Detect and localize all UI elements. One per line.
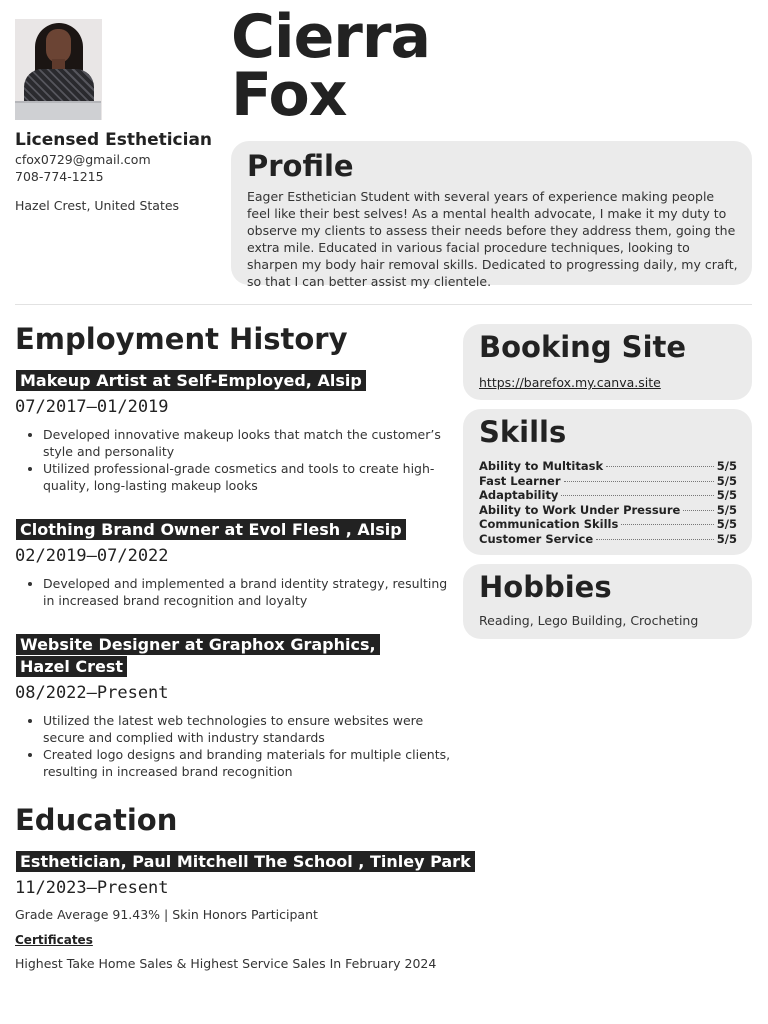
education-details: Grade Average 91.43% | Skin Honors Participant bbox=[15, 907, 318, 922]
skill-name: Ability to Work Under Pressure bbox=[479, 502, 681, 517]
candidate-name bbox=[231, 2, 430, 130]
booking-link[interactable]: https://barefox.my.canva.site bbox=[479, 375, 661, 390]
skill-level: 5/5 bbox=[716, 459, 737, 473]
job-bullets bbox=[15, 426, 453, 494]
skill-name: Customer Service bbox=[479, 531, 594, 546]
hobbies-title: Hobbies bbox=[479, 570, 612, 604]
skill-level: 5/5 bbox=[716, 531, 737, 546]
phone[interactable]: 708-774-1215 bbox=[15, 169, 104, 184]
skill-level: 5/5 bbox=[716, 517, 737, 532]
booking-title: Booking Site bbox=[479, 330, 687, 364]
job-title: Licensed Esthetician bbox=[15, 130, 213, 150]
education-title: Education bbox=[15, 803, 178, 837]
skill-name: Fast Learner bbox=[479, 473, 561, 488]
education-heading bbox=[16, 851, 475, 873]
list-item: • Created logo designs and branding materials for multiple clients, resulting in increased brand recognition bbox=[43, 746, 453, 780]
skill-name: Ability to Multitask bbox=[479, 459, 604, 473]
education-heading-text: Esthetician, Paul Mitchell The School , Tinley Park bbox=[16, 851, 475, 872]
skills-list bbox=[479, 459, 737, 547]
job-dates: 07/2017—01/2019 bbox=[15, 397, 169, 417]
skill-name: Adaptability bbox=[479, 488, 559, 503]
job-heading bbox=[16, 519, 406, 541]
hobbies-section bbox=[463, 564, 752, 639]
job-heading-text: Website Designer at Graphox Graphics, Hazel Crest bbox=[16, 634, 380, 677]
list-item bbox=[479, 459, 737, 474]
divider bbox=[15, 304, 752, 305]
booking-section bbox=[463, 324, 752, 400]
job-heading bbox=[16, 370, 366, 392]
list-item bbox=[479, 503, 737, 518]
hobbies-text: Reading, Lego Building, Crocheting bbox=[479, 613, 699, 628]
job-heading-text: Clothing Brand Owner at Evol Flesh , Alsip bbox=[16, 519, 406, 540]
list-item: • Developed and implemented a brand identity strategy, resulting in increased brand recognition and loyalty bbox=[43, 575, 453, 609]
location: Hazel Crest, United States bbox=[15, 198, 180, 213]
list-item: • Developed innovative makeup looks that match the customer’s style and personality bbox=[43, 426, 453, 460]
profile-photo bbox=[15, 19, 102, 120]
skill-level: 5/5 bbox=[716, 473, 737, 488]
job-bullets bbox=[15, 575, 453, 609]
skills-section bbox=[463, 409, 752, 555]
last-name: Fox bbox=[231, 60, 347, 130]
list-item bbox=[479, 532, 737, 547]
list-item bbox=[479, 474, 737, 489]
job-dates: 02/2019—07/2022 bbox=[15, 546, 169, 566]
profile-text: Eager Esthetician Student with several years of experience making people feel like their best selves! As a mental health advocate, I make it my duty to observe my clients to assess their needs before they address them, going the extra mile. Educated in various facial procedure techniques, looking to sharpen my body hair removal skills. Dedicated to progressing daily, my craft, so that I can better assist my clientele. bbox=[247, 189, 738, 289]
job-dates: 08/2022—Present bbox=[15, 683, 169, 703]
skill-name: Communication Skills bbox=[479, 517, 619, 532]
profile-section bbox=[231, 141, 752, 289]
list-item bbox=[479, 488, 737, 503]
skill-level: 5/5 bbox=[716, 488, 737, 503]
list-item bbox=[479, 517, 737, 532]
job-bullets bbox=[15, 712, 453, 780]
skill-level: 5/5 bbox=[716, 502, 737, 517]
list-item: • Utilized the latest web technologies to ensure websites were secure and complied with industry standards bbox=[43, 712, 453, 746]
certificates-label: Certificates bbox=[15, 933, 93, 947]
certificates-text: Highest Take Home Sales & Highest Service Sales In February 2024 bbox=[15, 956, 437, 971]
skills-title: Skills bbox=[479, 415, 567, 449]
first-name: Cierra bbox=[231, 2, 430, 72]
job-heading-text: Makeup Artist at Self-Employed, Alsip bbox=[16, 370, 366, 391]
email[interactable]: cfox0729@gmail.com bbox=[15, 152, 151, 167]
education-dates: 11/2023—Present bbox=[15, 878, 169, 898]
profile-title: Profile bbox=[247, 149, 354, 183]
list-item: • Utilized professional-grade cosmetics and tools to create high-quality, long-lasting makeup looks bbox=[43, 460, 453, 494]
employment-title: Employment History bbox=[15, 322, 348, 356]
job-heading bbox=[16, 634, 416, 678]
